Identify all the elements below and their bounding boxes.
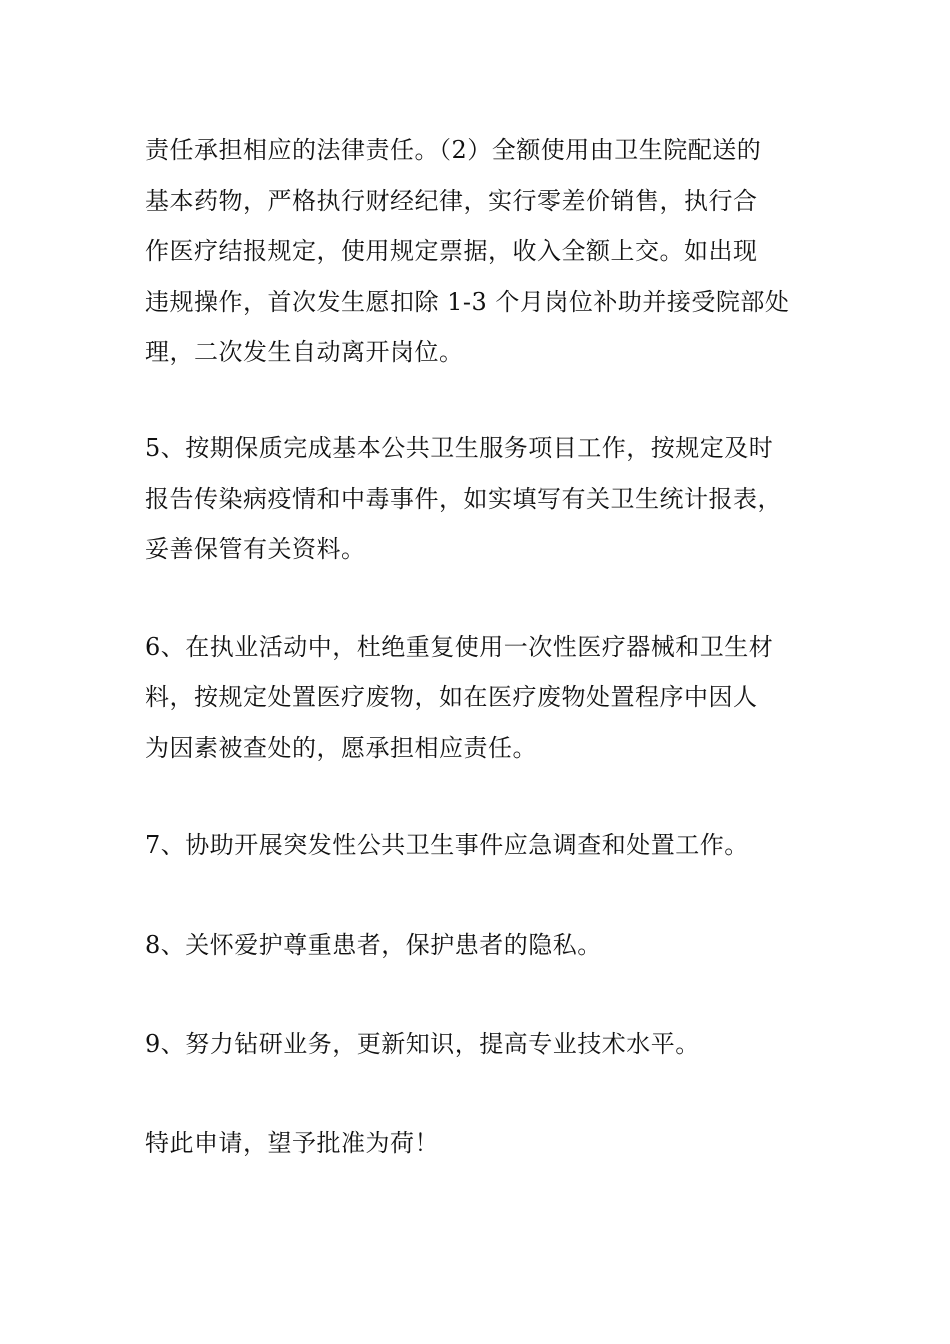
paragraph-line: 9、努力钻研业务，更新知识，提高专业技术水平。 (145, 1030, 700, 1058)
paragraph-line: 为因素被查处的，愿承担相应责任。 (145, 734, 537, 762)
paragraph-line: 妥善保管有关资料。 (145, 535, 366, 563)
paragraph-line: 理，二次发生自动离开岗位。 (145, 338, 464, 366)
paragraph-line: 报告传染病疫情和中毒事件，如实填写有关卫生统计报表， (145, 485, 782, 513)
paragraph-line: 作医疗结报规定，使用规定票据，收入全额上交。如出现 (145, 237, 758, 265)
closing-line: 特此申请，望予批准为荷！ (145, 1129, 439, 1157)
paragraph-line: 违规操作，首次发生愿扣除 1-3 个月岗位补助并接受院部处 (145, 288, 790, 316)
paragraph-line: 料，按规定处置医疗废物，如在医疗废物处置程序中因人 (145, 683, 758, 711)
paragraph-line: 7、协助开展突发性公共卫生事件应急调查和处置工作。 (145, 831, 749, 859)
paragraph-line: 8、关怀爱护尊重患者，保护患者的隐私。 (145, 931, 602, 959)
paragraph-line: 基本药物，严格执行财经纪律，实行零差价销售，执行合 (145, 187, 758, 215)
paragraph-line: 责任承担相应的法律责任。（2）全额使用由卫生院配送的 (145, 136, 762, 164)
paragraph-line: 6、在执业活动中，杜绝重复使用一次性医疗器械和卫生材 (145, 633, 774, 661)
paragraph-line: 5、按期保质完成基本公共卫生服务项目工作，按规定及时 (145, 434, 774, 462)
